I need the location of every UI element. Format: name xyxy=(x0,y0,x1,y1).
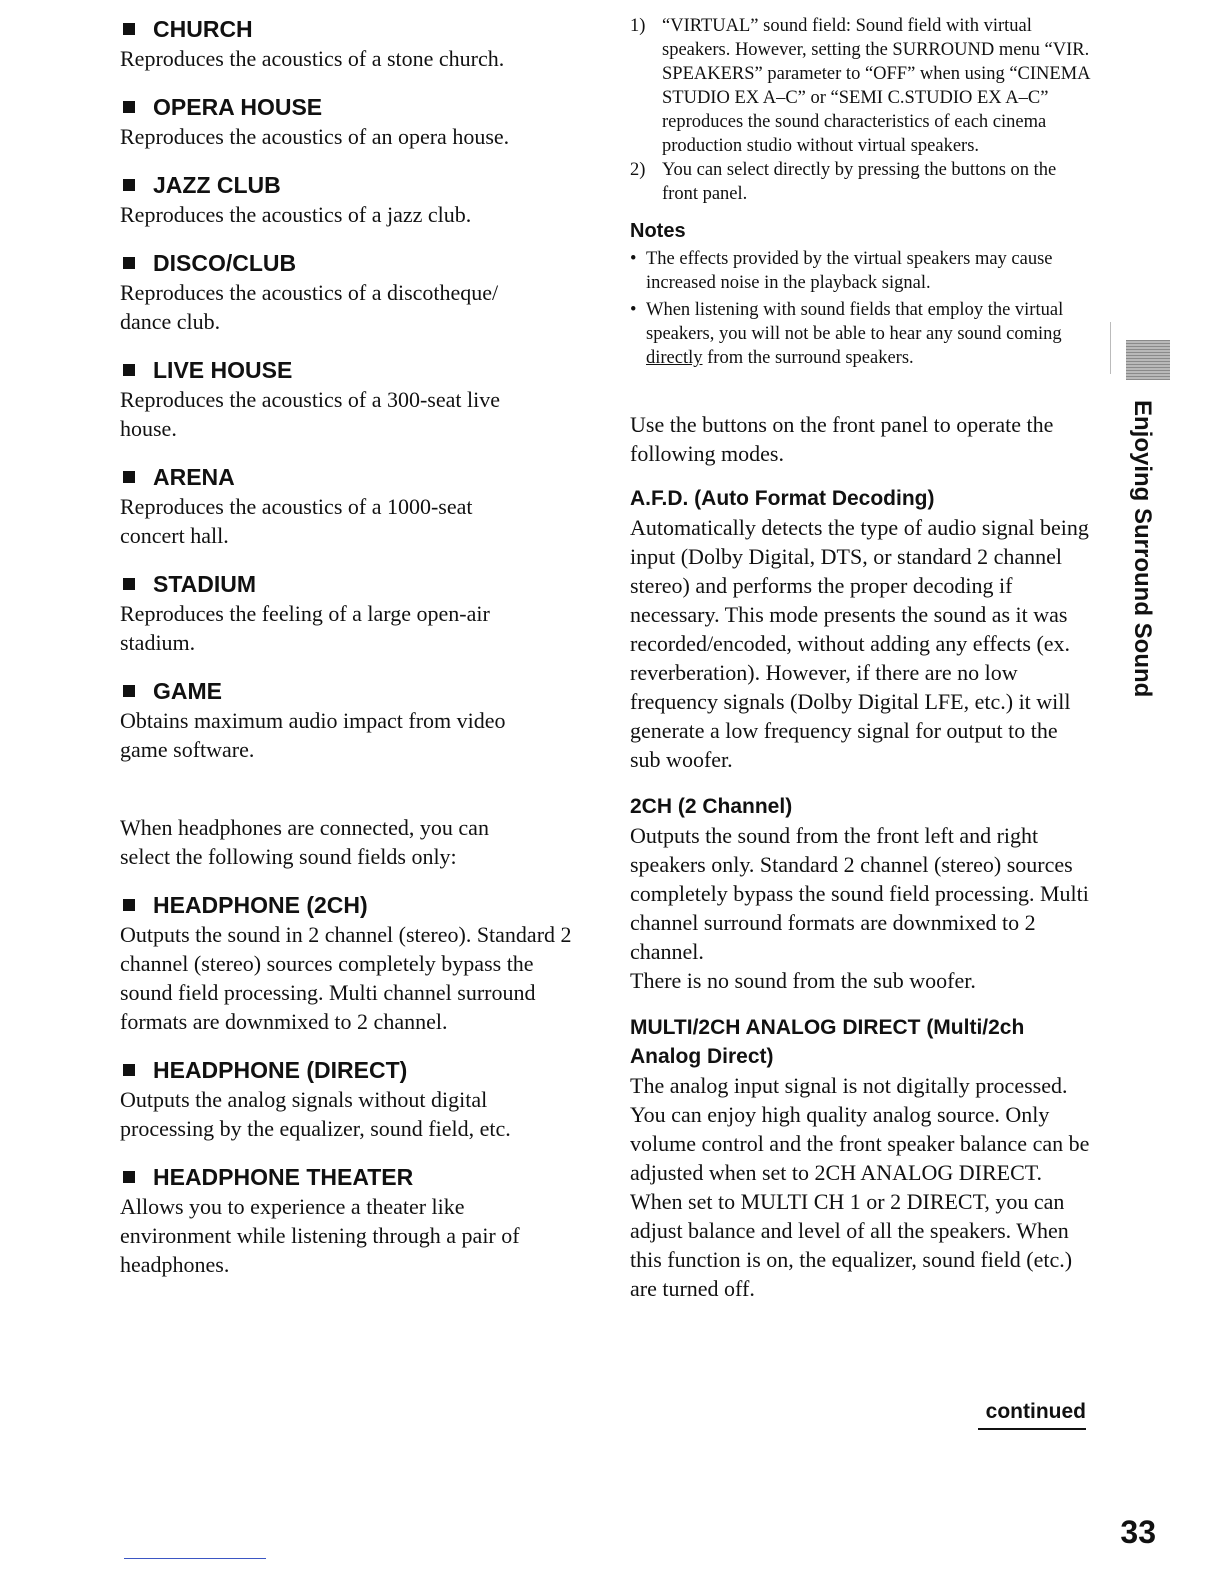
notes-title: Notes xyxy=(630,220,686,242)
bullet-square-icon xyxy=(123,578,135,590)
bullet-dot-icon: • xyxy=(630,249,637,269)
bullet-square-icon xyxy=(123,364,135,376)
bullet-square-icon xyxy=(123,1064,135,1076)
mode-extra: There is no sound from the sub woofer. xyxy=(630,968,976,993)
sound-field-description: Reproduces the acoustics of a stone church. xyxy=(120,46,505,71)
headphone-field-item xyxy=(120,1055,590,1143)
bullet-square-icon xyxy=(123,471,135,483)
bullet-square-icon xyxy=(123,101,135,113)
sound-field-item xyxy=(120,248,590,336)
sound-field-item xyxy=(120,92,590,151)
sound-field-name: GAME xyxy=(153,678,222,704)
sound-field-name: OPERA HOUSE xyxy=(153,94,323,120)
bullet-square-icon xyxy=(123,179,135,191)
mode-description: Automatically detects the type of audio signal being input (Dolby Digital, DTS, or standard 2 channel stereo) and performs the proper decoding if necessary. This mode presents the sound as it was recorded/encoded, without adding any effects (ex. reverberation). However, if there are no low frequency signals (Dolby Digital LFE, etc.) it will generate a low frequency signal for output to the sub woofer. xyxy=(630,515,1089,772)
sound-field-item xyxy=(120,462,590,550)
headphone-field-item xyxy=(120,890,590,1036)
continued-label: continued xyxy=(978,1398,1086,1430)
left-column xyxy=(120,14,590,1298)
note-underlined-word: directly xyxy=(646,348,703,368)
footer-rule xyxy=(124,1558,266,1559)
footnote xyxy=(630,14,1090,158)
sound-field-item xyxy=(120,569,590,657)
mode-title: MULTI/2CH ANALOG DIRECT (Multi/2ch Analog Direct) xyxy=(630,1016,1025,1068)
note-text: When listening with sound fields that employ the virtual speakers, you will not be able to hear any sound coming xyxy=(646,300,1064,344)
sound-field-name: CHURCH xyxy=(153,16,253,42)
note-item xyxy=(630,298,1090,370)
headphone-field-name: HEADPHONE (DIRECT) xyxy=(153,1057,408,1083)
sound-field-description: Reproduces the acoustics of a discotheque/ dance club. xyxy=(120,280,499,334)
headphone-field-description: Outputs the sound in 2 channel (stereo). Standard 2 channel (stereo) sources completely bypass the sound field processing. Multi channel surround formats are downmixed to 2 channel. xyxy=(120,922,572,1034)
footnote-number: 1) xyxy=(630,16,646,36)
mode-title: A.F.D. (Auto Format Decoding) xyxy=(630,487,935,510)
side-divider xyxy=(1110,322,1111,374)
chapter-title: Enjoying Surround Sound xyxy=(1129,400,1156,698)
note-text-end: from the surround speakers. xyxy=(702,348,914,368)
footnote-number: 2) xyxy=(630,160,646,180)
bullet-square-icon xyxy=(123,899,135,911)
sound-field-name: ARENA xyxy=(153,464,235,490)
headphone-field-description: Outputs the analog signals without digital processing by the equalizer, sound field, etc. xyxy=(120,1087,511,1141)
sound-field-item xyxy=(120,170,590,229)
sound-field-item xyxy=(120,355,590,443)
mode-title: 2CH (2 Channel) xyxy=(630,795,793,818)
mode-description: The analog input signal is not digitally processed. You can enjoy high quality analog source. Only volume control and the front speaker balance can be adjusted when set to 2CH ANALOG DIRECT. When set to MULTI CH 1 or 2 DIRECT, you can adjust balance and level of all the speakers. When this function is on, the equalizer, sound field (etc.) are turned off. xyxy=(630,1073,1090,1301)
chapter-tab-marker xyxy=(1126,340,1170,380)
sound-field-item xyxy=(120,676,590,764)
sound-field-name: JAZZ CLUB xyxy=(153,172,281,198)
sound-field-description: Reproduces the acoustics of a 1000-seat concert hall. xyxy=(120,494,473,548)
front-panel-intro: Use the buttons on the front panel to operate the following modes. xyxy=(630,412,1054,466)
sound-field-name: DISCO/CLUB xyxy=(153,250,297,276)
headphone-field-name: HEADPHONE THEATER xyxy=(153,1164,414,1190)
right-column xyxy=(630,14,1090,1303)
headphone-field-item xyxy=(120,1162,590,1279)
bullet-square-icon xyxy=(123,1171,135,1183)
sound-field-description: Reproduces the acoustics of a 300-seat live house. xyxy=(120,387,500,441)
sound-field-name: LIVE HOUSE xyxy=(153,357,293,383)
sound-field-description: Obtains maximum audio impact from video game software. xyxy=(120,708,506,762)
note-text: The effects provided by the virtual speakers may cause increased noise in the playback signal. xyxy=(646,249,1053,293)
sound-field-item xyxy=(120,14,590,73)
chapter-side-label xyxy=(1125,400,1159,710)
sound-field-description: Reproduces the feeling of a large open-air stadium. xyxy=(120,601,490,655)
footnote-text: You can select directly by pressing the buttons on the front panel. xyxy=(662,160,1057,204)
note-item xyxy=(630,247,1090,295)
sound-field-description: Reproduces the acoustics of an opera house. xyxy=(120,124,510,149)
sound-field-name: STADIUM xyxy=(153,571,257,597)
footnote xyxy=(630,158,1090,206)
mode-description: Outputs the sound from the front left and right speakers only. Standard 2 channel (stereo) sources completely bypass the sound field processing. Multi channel surround formats are downmixed to 2 channel. xyxy=(630,823,1089,964)
headphone-intro: When headphones are connected, you can select the following sound fields only: xyxy=(120,815,489,869)
footnote-text: “VIRTUAL” sound field: Sound field with virtual speakers. However, setting the SURROUND menu “VIR. SPEAKERS” parameter to “OFF” when using “CINEMA STUDIO EX A–C” or “SEMI C.STUDIO EX A–C” reproduces the sound characteristics of each cinema production studio without virtual speakers. xyxy=(662,16,1090,156)
headphone-field-description: Allows you to experience a theater like environment while listening through a pair of headphones. xyxy=(120,1194,520,1277)
sound-field-description: Reproduces the acoustics of a jazz club. xyxy=(120,202,472,227)
bullet-square-icon xyxy=(123,685,135,697)
bullet-dot-icon: • xyxy=(630,300,637,320)
headphone-field-name: HEADPHONE (2CH) xyxy=(153,892,368,918)
bullet-square-icon xyxy=(123,257,135,269)
page-number: 33 xyxy=(1120,1514,1156,1550)
bullet-square-icon xyxy=(123,23,135,35)
